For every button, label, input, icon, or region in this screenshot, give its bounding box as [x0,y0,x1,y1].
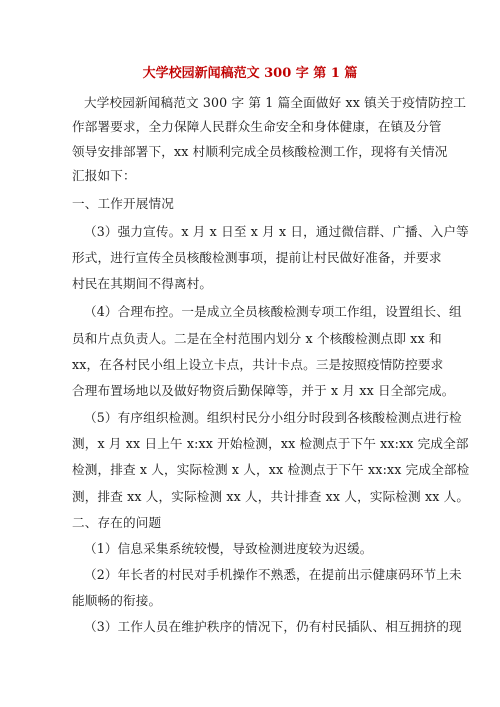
paragraph-line: xx，在各村民小组上设立卡点，共计卡点。三是按照疫情防控要求 [72,357,444,372]
paragraph-line: 测，x 月 xx 日上午 x:xx 开始检测，xx 检测点于下午 xx:xx 完成全部 [72,436,469,451]
paragraph-line: （3）工作人员在维护秩序的情况下，仍有村民插队、相互拥挤的现 [84,619,462,634]
section-heading: 二、存在的问题 [72,515,162,530]
paragraph-line: 能顺畅的衔接。 [72,593,162,608]
section-heading: 一、工作开展情况 [72,196,174,211]
paragraph-line: （1）信息采集系统较慢，导致检测进度较为迟缓。 [84,541,373,556]
paragraph-line: （4）合理布控。一是成立全员核酸检测专项工作组，设置组长、组 [84,304,462,319]
paragraph-line: 领导安排部署下，xx 村顺利完成全员核酸检测工作，现将有关情况 [72,144,448,159]
paragraph-line: 检测，排查 x 人，实际检测 x 人，xx 检测点于下午 xx:xx 完成全部检 [72,462,470,477]
paragraph-line: 作部署要求，全力保障人民群众生命安全和身体健康，在镇及分管 [72,119,442,134]
paragraph-line: 村民在其期间不得离村。 [72,276,213,291]
paragraph-line: （3）强力宣传。x 月 x 日至 x 月 x 日，通过微信群、广播、入户等 [84,224,469,239]
paragraph-line: 汇报如下： [72,168,136,183]
paragraph-line: 形式，进行宣传全员核酸检测事项，提前让村民做好准备，并要求 [72,250,442,265]
paragraph-line: 大学校园新闻稿范文 300 字 第 1 篇全面做好 xx 镇关于疫情防控工 [84,95,467,110]
paragraph-line: （2）年长者的村民对手机操作不熟悉，在提前出示健康码环节上未 [84,567,462,582]
paragraph-line: （5）有序组织检测。组织村民分小组分时段到各核酸检测点进行检 [84,410,462,425]
paragraph-line: 测，排查 xx 人，实际检测 xx 人，共计排查 xx 人，实际检测 xx 人。 [72,489,470,504]
paragraph-line: 员和片点负责人。二是在全村范围内划分 x 个核酸检测点即 xx 和 [72,331,442,346]
paragraph-line: 合理布置场地以及做好物资后勤保障等，并于 x 月 xx 日全部完成。 [72,383,455,398]
document-title: 大学校园新闻稿范文 300 字 第 1 篇 [142,66,358,81]
